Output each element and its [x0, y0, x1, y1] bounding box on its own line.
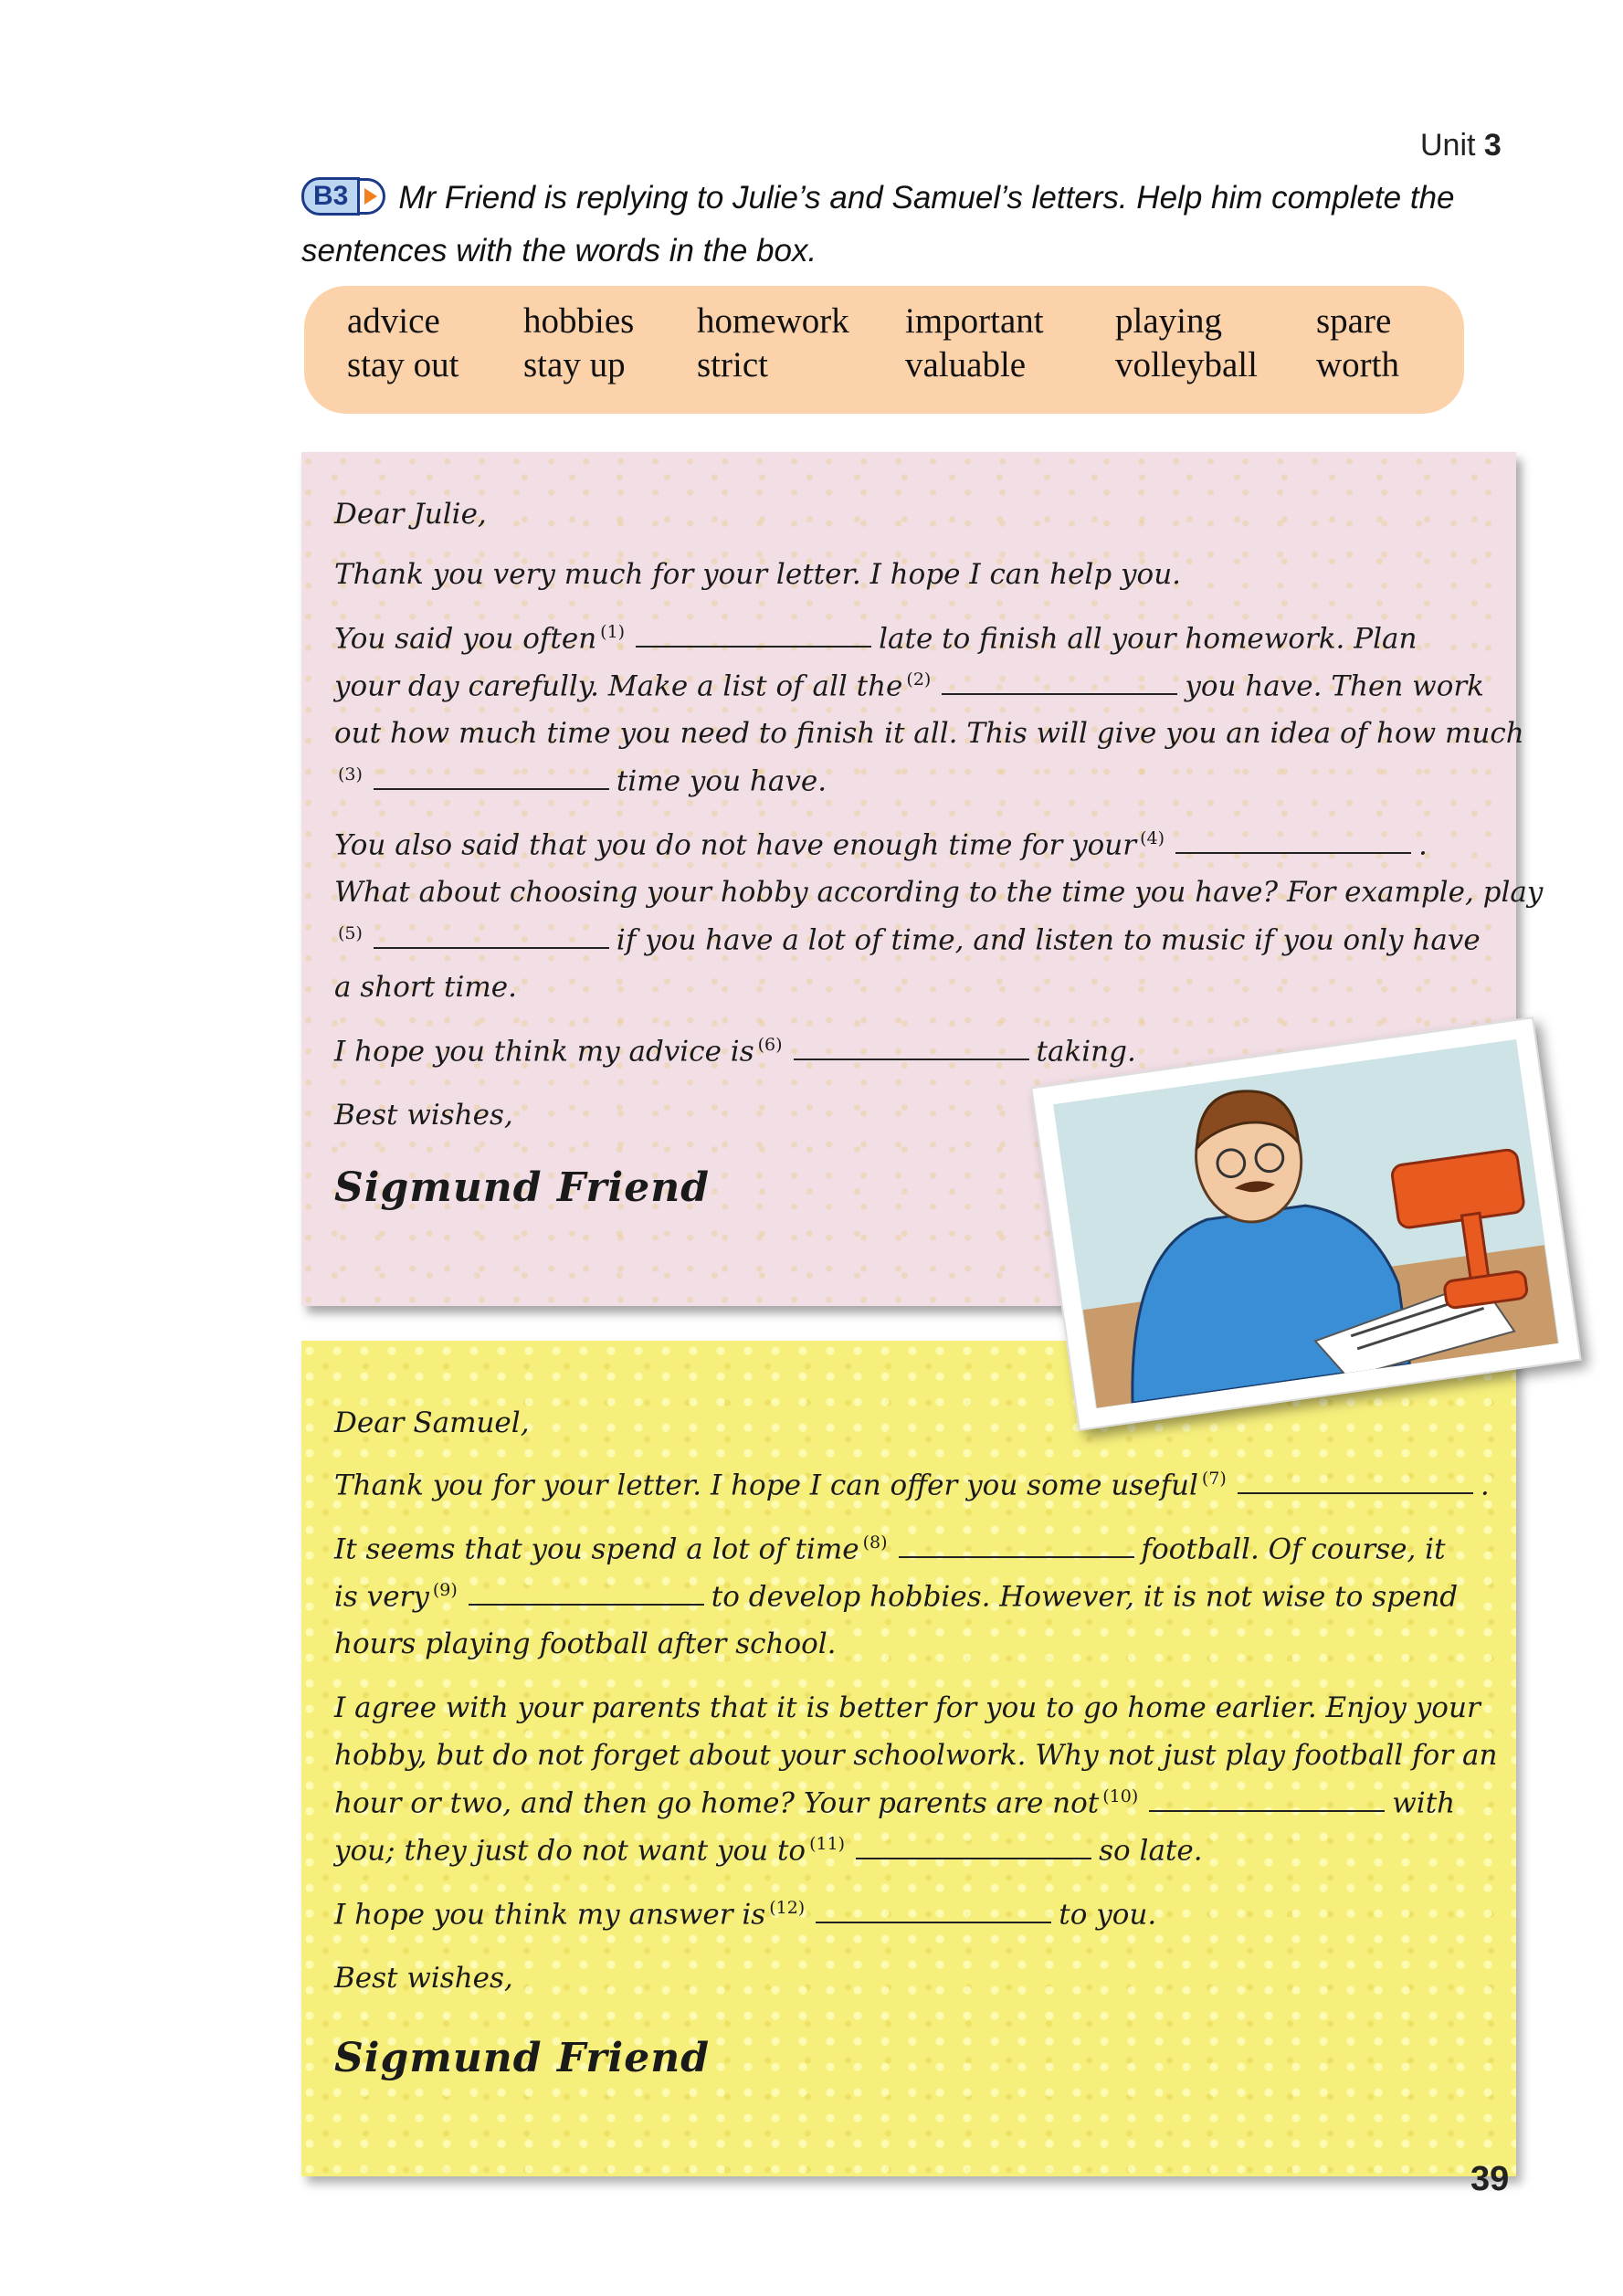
photo-man-writing [1030, 1016, 1581, 1431]
gap-number: (3) [338, 764, 363, 785]
gap-number: (1) [600, 622, 626, 642]
text: hour or two, and then go home? Your parents are not [334, 1786, 1100, 1820]
letter-line: What about choosing your hobby according to the time you have? For example, play [334, 876, 1544, 909]
text: I hope you think my answer is [334, 1898, 766, 1932]
gap-number: (6) [757, 1035, 783, 1055]
exercise-badge [301, 177, 385, 216]
text: You also said that you do not have enough time for your [334, 828, 1137, 862]
letter-line [334, 828, 1428, 861]
text: . [1418, 828, 1428, 862]
letter-line [334, 1469, 1490, 1501]
letter-line [334, 1834, 1203, 1867]
unit-label [1420, 128, 1502, 163]
word-box-item: playing [1115, 301, 1222, 341]
word-box-item: stay up [523, 345, 626, 384]
word-box-item: stay out [347, 345, 459, 384]
answer-blank-12[interactable] [816, 1900, 1051, 1923]
word-box-item: strict [697, 345, 768, 384]
letter-line [334, 764, 827, 797]
unit-number: 3 [1483, 128, 1502, 163]
text: you have. Then work [1185, 669, 1484, 703]
text: You said you often [334, 622, 597, 656]
answer-blank-2[interactable] [942, 671, 1177, 695]
letter-line [334, 622, 1417, 655]
text: with [1392, 1786, 1456, 1820]
text: football. Of course, it [1141, 1532, 1446, 1566]
text: is very [334, 1580, 429, 1614]
answer-blank-4[interactable] [1175, 830, 1411, 854]
gap-number: (10) [1102, 1786, 1139, 1806]
text: Thank you for your letter. I hope I can offer you some useful [334, 1469, 1198, 1502]
text: you; they just do not want you to [334, 1834, 806, 1868]
man-writing-illustration [1053, 1039, 1559, 1408]
answer-blank-8[interactable] [899, 1534, 1134, 1558]
answer-blank-6[interactable] [794, 1037, 1029, 1060]
gap-number: (12) [769, 1898, 806, 1918]
text: taking. [1036, 1035, 1136, 1069]
letter-line: hours playing football after school. [334, 1627, 837, 1660]
answer-blank-5[interactable] [374, 925, 609, 949]
letter-signature: Sigmund Friend [334, 2035, 710, 2081]
answer-blank-3[interactable] [374, 766, 609, 790]
letter-greeting: Dear Samuel, [334, 1406, 530, 1439]
word-box-item: advice [347, 301, 440, 341]
letter-closing: Best wishes, [334, 1962, 513, 1995]
word-box-item: worth [1316, 345, 1399, 384]
letter-line [334, 1898, 1156, 1931]
word-box-item: volleyball [1115, 345, 1258, 384]
text: if you have a lot of time, and listen to music if you only have [616, 923, 1481, 957]
letter-line: I agree with your parents that it is better for you to go home earlier. Enjoy your [334, 1691, 1481, 1724]
exercise-badge-label: B3 [301, 177, 360, 216]
letter-line: hobby, but do not forget about your schoolwork. Why not just play football for an [334, 1739, 1498, 1772]
word-box-item: hobbies [523, 301, 635, 341]
text: . [1480, 1469, 1490, 1502]
gap-number: (11) [809, 1834, 846, 1854]
letter-line [334, 923, 1481, 956]
letter-line: out how much time you need to finish it all. This will give you an idea of how much [334, 717, 1524, 750]
gap-number: (5) [338, 923, 363, 943]
play-arrow-icon [360, 178, 385, 215]
text: to develop hobbies. However, it is not wise to spend [711, 1580, 1459, 1614]
text: to you. [1059, 1898, 1157, 1932]
letter-line [334, 1580, 1458, 1613]
unit-text: Unit [1420, 128, 1476, 163]
text: late to finish all your homework. Plan [879, 622, 1417, 656]
letter-line: a short time. [334, 971, 517, 1004]
letter-line [334, 1035, 1136, 1068]
letter-line [334, 669, 1484, 702]
answer-blank-1[interactable] [636, 624, 871, 648]
letter-greeting: Dear Julie, [334, 498, 487, 531]
letter-line: Thank you very much for your letter. I hope I can help you. [334, 558, 1182, 591]
instruction-line-2: sentences with the words in the box. [301, 233, 817, 269]
page-number: 39 [1470, 2160, 1510, 2198]
answer-blank-7[interactable] [1238, 1470, 1473, 1494]
word-box [304, 286, 1464, 414]
text: time you have. [616, 764, 827, 798]
letter-signature: Sigmund Friend [334, 1164, 710, 1211]
word-box-item: important [905, 301, 1044, 341]
gap-number: (7) [1201, 1469, 1227, 1489]
word-box-item: spare [1316, 301, 1392, 341]
letter-closing: Best wishes, [334, 1099, 513, 1132]
gap-number: (9) [432, 1580, 458, 1600]
text: so late. [1099, 1834, 1203, 1868]
text: I hope you think my advice is [334, 1035, 754, 1069]
text: your day carefully. Make a list of all the [334, 669, 903, 703]
word-box-item: valuable [905, 345, 1027, 384]
word-box-item: homework [697, 301, 849, 341]
instruction-line-1: Mr Friend is replying to Julie’s and Samuel’s letters. Help him complete the [398, 180, 1455, 216]
answer-blank-9[interactable] [469, 1582, 704, 1606]
letter-to-samuel [301, 1341, 1516, 2176]
exercise-instruction [301, 172, 1489, 278]
gap-number: (2) [906, 669, 932, 690]
gap-number: (8) [862, 1532, 888, 1553]
answer-blank-11[interactable] [856, 1836, 1091, 1859]
letter-line [334, 1786, 1455, 1819]
gap-number: (4) [1140, 828, 1165, 848]
text: It seems that you spend a lot of time [334, 1532, 859, 1566]
letter-line [334, 1532, 1446, 1565]
answer-blank-10[interactable] [1149, 1788, 1385, 1812]
illustration [1053, 1039, 1559, 1408]
